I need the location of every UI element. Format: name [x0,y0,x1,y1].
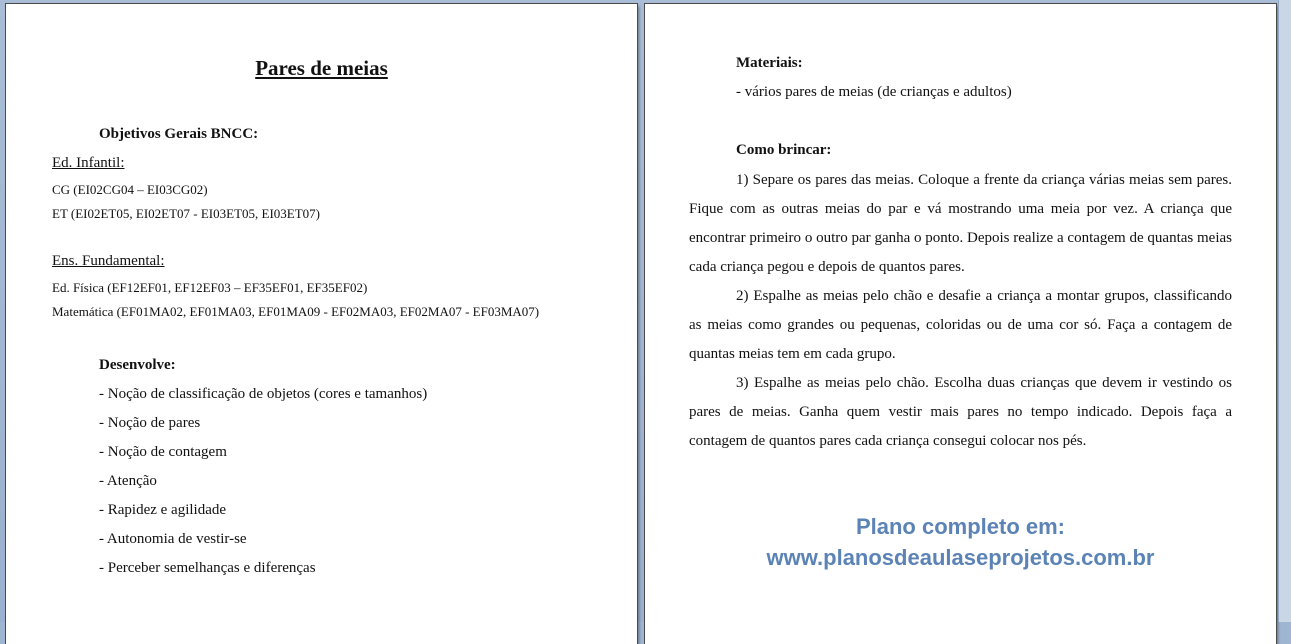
materiais-item: - vários pares de meias (de crianças e adultos) [736,84,1012,100]
desenvolve-heading: Desenvolve: [99,357,176,373]
ed-infantil-label: Ed. Infantil: [52,155,125,171]
list-item: - Atenção [99,473,157,489]
ed-infantil-line: ET (EI02ET05, EI02ET07 - EI03ET05, EI03ET07) [52,206,320,221]
promo-line-1: Plano completo em: [855,514,1066,539]
paragraph-2: 2) Espalhe as meias pelo chão e desafie a criança a montar grupos, classificando as meias como grandes ou pequenas, coloridas ou de uma cor só. Faça a contagem de quantas meias tem em cada grupo. [689,288,1232,362]
materiais-heading: Materiais: [736,55,803,71]
list-item: - Noção de pares [99,415,201,431]
list-item: - Noção de classificação de objetos (cores e tamanhos) [99,386,428,402]
objetivos-heading: Objetivos Gerais BNCC: [99,126,259,142]
paragraph-3: 3) Espalhe as meias pelo chão. Escolha duas crianças que devem ir vestindo os pares de meias. Ganha quem vestir mais pares no tempo indicado. Depois faça a contagem de quantos pares cada criança consegui colocar nos pés. [689,375,1232,449]
ens-fundamental-line: Ed. Física (EF12EF01, EF12EF03 – EF35EF01, EF35EF02) [52,280,368,295]
paragraph-1: 1) Separe os pares das meias. Coloque a frente da criança várias meias sem pares. Fique com as outras meias do par e vá mostrando uma meia por vez. A criança que encontrar primeiro o outro par ganha o ponto. Depois realize a contagem de quantas meias cada criança pegou e depois de quantos pares. [689,172,1232,275]
document-page-left[interactable] [6,4,637,644]
list-item: - Noção de contagem [99,444,227,460]
promo-link[interactable]: www.planosdeaulaseprojetos.com.br [766,545,1155,570]
list-item: - Perceber semelhanças e diferenças [99,560,316,576]
ed-infantil-line: CG (EI02CG04 – EI03CG02) [52,182,208,197]
page-title: Pares de meias [255,56,388,80]
list-item: - Rapidez e agilidade [99,502,227,518]
ens-fundamental-line: Matemática (EF01MA02, EF01MA03, EF01MA09 - EF02MA03, EF02MA07 - EF03MA07) [52,304,540,319]
vertical-scrollbar[interactable] [1278,0,1291,622]
list-item: - Autonomia de vestir-se [99,531,247,547]
document-page-right[interactable] [645,4,1276,644]
ens-fundamental-label: Ens. Fundamental: [52,253,165,269]
como-brincar-heading: Como brincar: [736,142,832,158]
